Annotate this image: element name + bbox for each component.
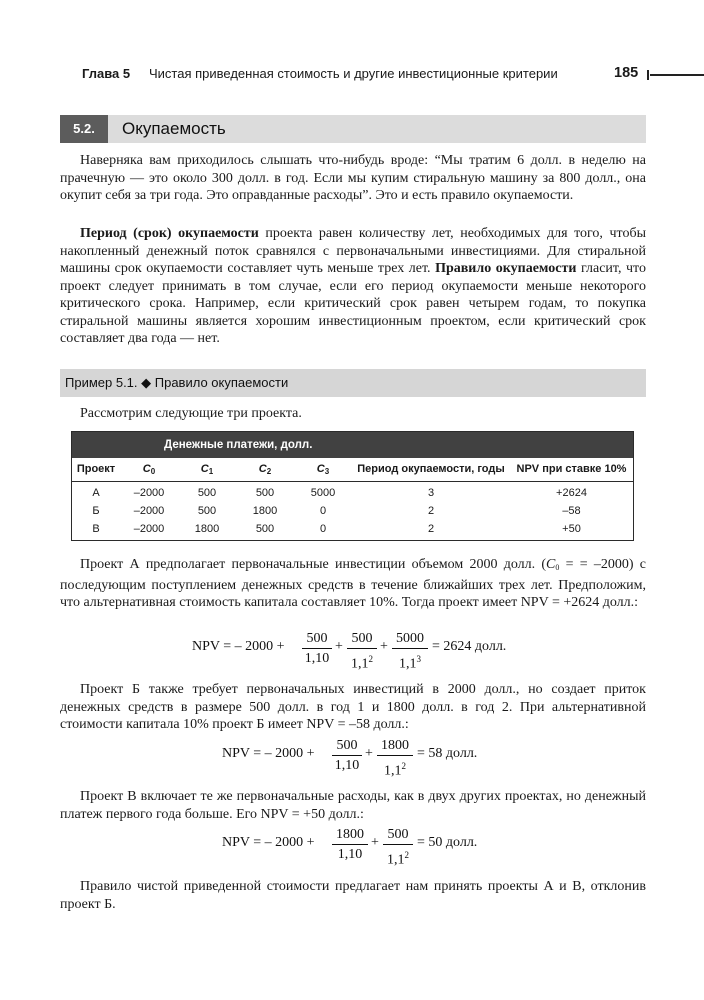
fraction bbox=[392, 631, 428, 673]
table-cell: –2000 bbox=[133, 487, 165, 499]
exponent: 2 bbox=[368, 654, 373, 664]
denominator bbox=[332, 758, 362, 774]
formula-lhs: NPV = – 2000 + bbox=[222, 835, 315, 850]
table-cell: 500 bbox=[197, 505, 217, 517]
projects-table bbox=[71, 431, 634, 541]
c2-symbol: C bbox=[258, 463, 267, 475]
c0-inline-symbol: C bbox=[546, 557, 556, 572]
table-cell: –2000 bbox=[133, 523, 165, 535]
numerator: 500 bbox=[306, 631, 328, 646]
project-b-text: Проект Б также требует первоначальных инвестиций в 2000 долл., но создает приток денежных средств в размере 500 долл. в год 1 и 1800 долл. в год 2. При альтернативной стоимости капитала 10% проект Б имеет NPV = –58 долл.: bbox=[60, 682, 646, 732]
denominator-base: 1,1 bbox=[351, 656, 369, 672]
table-cell: Б bbox=[92, 505, 100, 517]
table-cell: +2624 bbox=[556, 487, 587, 499]
denominator bbox=[332, 847, 368, 863]
formula-lhs: NPV = – 2000 + bbox=[222, 746, 315, 761]
denominator-base: 1,10 bbox=[334, 758, 360, 773]
fraction bbox=[347, 631, 377, 673]
c0-symbol: C bbox=[142, 463, 151, 475]
page-number-tick bbox=[647, 70, 649, 80]
c0-subscript: 0 bbox=[150, 467, 156, 476]
cash-flows-label: Денежные платежи, долл. bbox=[164, 439, 313, 451]
formula-rhs: = 2624 долл. bbox=[432, 639, 507, 654]
conclusion-text: Правило чистой приведенной стоимости предлагает нам принять проекты А и В, отклонив проект Б. bbox=[60, 879, 646, 912]
example-label: Пример 5.1. ◆ Правило окупаемости bbox=[65, 375, 289, 390]
table-cell: 500 bbox=[255, 487, 275, 499]
payback-term: Период (срок) окупаемости bbox=[80, 226, 259, 241]
page-number-rule bbox=[650, 74, 704, 76]
numerator: 1800 bbox=[336, 827, 364, 842]
definition-paragraph bbox=[60, 225, 646, 348]
chapter-title: Чистая приведенная стоимость и другие инвестиционные критерии bbox=[149, 66, 558, 81]
formula-project-b bbox=[222, 738, 492, 782]
formula-lhs: NPV = – 2000 + bbox=[192, 639, 285, 654]
page-number: 185 bbox=[614, 65, 639, 81]
numerator: 5000 bbox=[396, 631, 424, 646]
formula-rhs: = 50 долл. bbox=[417, 835, 478, 850]
formula-project-c bbox=[222, 827, 492, 871]
table-header-band bbox=[72, 432, 633, 458]
fraction-bar bbox=[302, 648, 332, 649]
section-heading bbox=[60, 115, 646, 143]
project-c-text: Проект В включает те же первоначальные расходы, как в двух других проектах, но денежный платеж первого года больше. Его NPV = +50 долл.: bbox=[60, 789, 646, 822]
denominator-base: 1,10 bbox=[337, 847, 363, 862]
denominator-base: 1,1 bbox=[399, 656, 417, 672]
fraction-bar bbox=[347, 648, 377, 649]
c2-subscript: 2 bbox=[266, 467, 272, 476]
table-cell: –2000 bbox=[133, 505, 165, 517]
fraction bbox=[332, 827, 368, 863]
denominator bbox=[392, 651, 428, 673]
denominator bbox=[377, 758, 413, 780]
plus-sign: + bbox=[371, 835, 379, 850]
denominator-base: 1,1 bbox=[384, 763, 402, 779]
intro-text: Наверняка вам приходилось слышать что-нибудь вроде: “Мы тратим 6 долл. в неделю на прачечную — это около 300 долл. в год. Если мы купим стиральную машину за 800 долл., она окупит себя за три года. Это оправданные расходы”. Это и есть правило окупаемости. bbox=[60, 153, 646, 203]
intro-paragraph bbox=[60, 152, 646, 205]
table-cell: 0 bbox=[319, 505, 327, 517]
table-cell: 1800 bbox=[194, 523, 220, 535]
header-rule bbox=[72, 481, 633, 482]
conclusion-paragraph bbox=[60, 878, 646, 913]
example-intro bbox=[60, 405, 646, 423]
fraction-bar bbox=[332, 844, 368, 845]
table-cell: 2 bbox=[427, 505, 435, 517]
project-a-paragraph bbox=[60, 556, 646, 612]
denominator bbox=[347, 651, 377, 673]
c3-subscript: 3 bbox=[324, 467, 330, 476]
col-header-c2 bbox=[236, 458, 294, 480]
fraction bbox=[383, 827, 413, 869]
c0-inline-subscript: 0 bbox=[555, 563, 560, 572]
col-header-c3 bbox=[294, 458, 352, 480]
col-header-payback: Период окупаемости, годы bbox=[357, 463, 505, 475]
fraction bbox=[302, 631, 332, 667]
payback-rule-term: Правило окупаемости bbox=[435, 261, 577, 276]
project-a-text-1: Проект А предполагает первоначальные инвестиции объемом 2000 долл. ( bbox=[80, 557, 547, 572]
col-header-npv: NPV при ставке 10% bbox=[516, 463, 627, 475]
project-b-paragraph bbox=[60, 681, 646, 734]
formula-project-a bbox=[192, 631, 522, 675]
denominator-base: 1,10 bbox=[304, 651, 330, 666]
plus-sign: + bbox=[380, 639, 388, 654]
running-head bbox=[82, 66, 704, 86]
numerator: 500 bbox=[336, 738, 358, 753]
denominator-base: 1,1 bbox=[387, 852, 405, 868]
col-header-c0 bbox=[120, 458, 178, 480]
fraction-bar bbox=[392, 648, 428, 649]
exponent: 2 bbox=[401, 761, 406, 771]
col-header-project: Проект bbox=[76, 463, 116, 475]
table-cell: 3 bbox=[427, 487, 435, 499]
table-cell: 2 bbox=[427, 523, 435, 535]
fraction bbox=[332, 738, 362, 774]
table-cell: –58 bbox=[562, 505, 581, 517]
payback-rule-text: гласит, что проект следует принимать в том случае, если его период окупаемости меньше некоторого критического срока. Например, если критический срок равен четырем годам, то покупка стиральной машины является хорошим инвестиционным проектом, если критический срок составляет два года — нет. bbox=[60, 261, 646, 346]
denominator bbox=[383, 847, 413, 869]
c3-symbol: C bbox=[316, 463, 325, 475]
table-cell: В bbox=[92, 523, 100, 535]
c1-symbol: C bbox=[200, 463, 209, 475]
fraction bbox=[377, 738, 413, 780]
table-cell: 1800 bbox=[252, 505, 278, 517]
numerator: 1800 bbox=[381, 738, 409, 753]
exponent: 3 bbox=[416, 654, 421, 664]
formula-rhs: = 58 долл. bbox=[417, 746, 478, 761]
payback-definition-text: проекта равен количеству лет, необходимых для того, чтобы накопленный денежный поток сравнялся с первоначальными инвестициями. Для стиральной машины срок окупаемости составляет чуть меньше трех лет. bbox=[60, 226, 646, 276]
c1-subscript: 1 bbox=[208, 467, 214, 476]
project-c-paragraph bbox=[60, 788, 646, 823]
table-cell: 500 bbox=[197, 487, 217, 499]
fraction-bar bbox=[383, 844, 413, 845]
table-cell: А bbox=[92, 487, 100, 499]
section-title: Окупаемость bbox=[122, 119, 226, 138]
plus-sign: + bbox=[365, 746, 373, 761]
section-number: 5.2. bbox=[60, 115, 108, 143]
plus-sign: + bbox=[335, 639, 343, 654]
table-cell: +50 bbox=[562, 523, 581, 535]
example-intro-text: Рассмотрим следующие три проекта. bbox=[80, 406, 302, 421]
col-header-c1 bbox=[178, 458, 236, 480]
table-cell: 500 bbox=[255, 523, 275, 535]
denominator bbox=[302, 651, 332, 667]
numerator: 500 bbox=[351, 631, 373, 646]
project-a-text-2: = = –2000) с последующим поступлением денежных средств в течение ближайших трех лет. Предположим, что альтернативная стоимость капитала составляет 10%. Тогда проект имеет NPV = +2624 долл.: bbox=[60, 557, 647, 610]
fraction-bar bbox=[332, 755, 362, 756]
table-cell: 5000 bbox=[310, 487, 336, 499]
chapter-label: Глава 5 bbox=[82, 66, 131, 81]
table-cell: 0 bbox=[319, 523, 327, 535]
numerator: 500 bbox=[387, 827, 409, 842]
fraction-bar bbox=[377, 755, 413, 756]
example-heading bbox=[60, 369, 646, 397]
exponent: 2 bbox=[404, 850, 409, 860]
